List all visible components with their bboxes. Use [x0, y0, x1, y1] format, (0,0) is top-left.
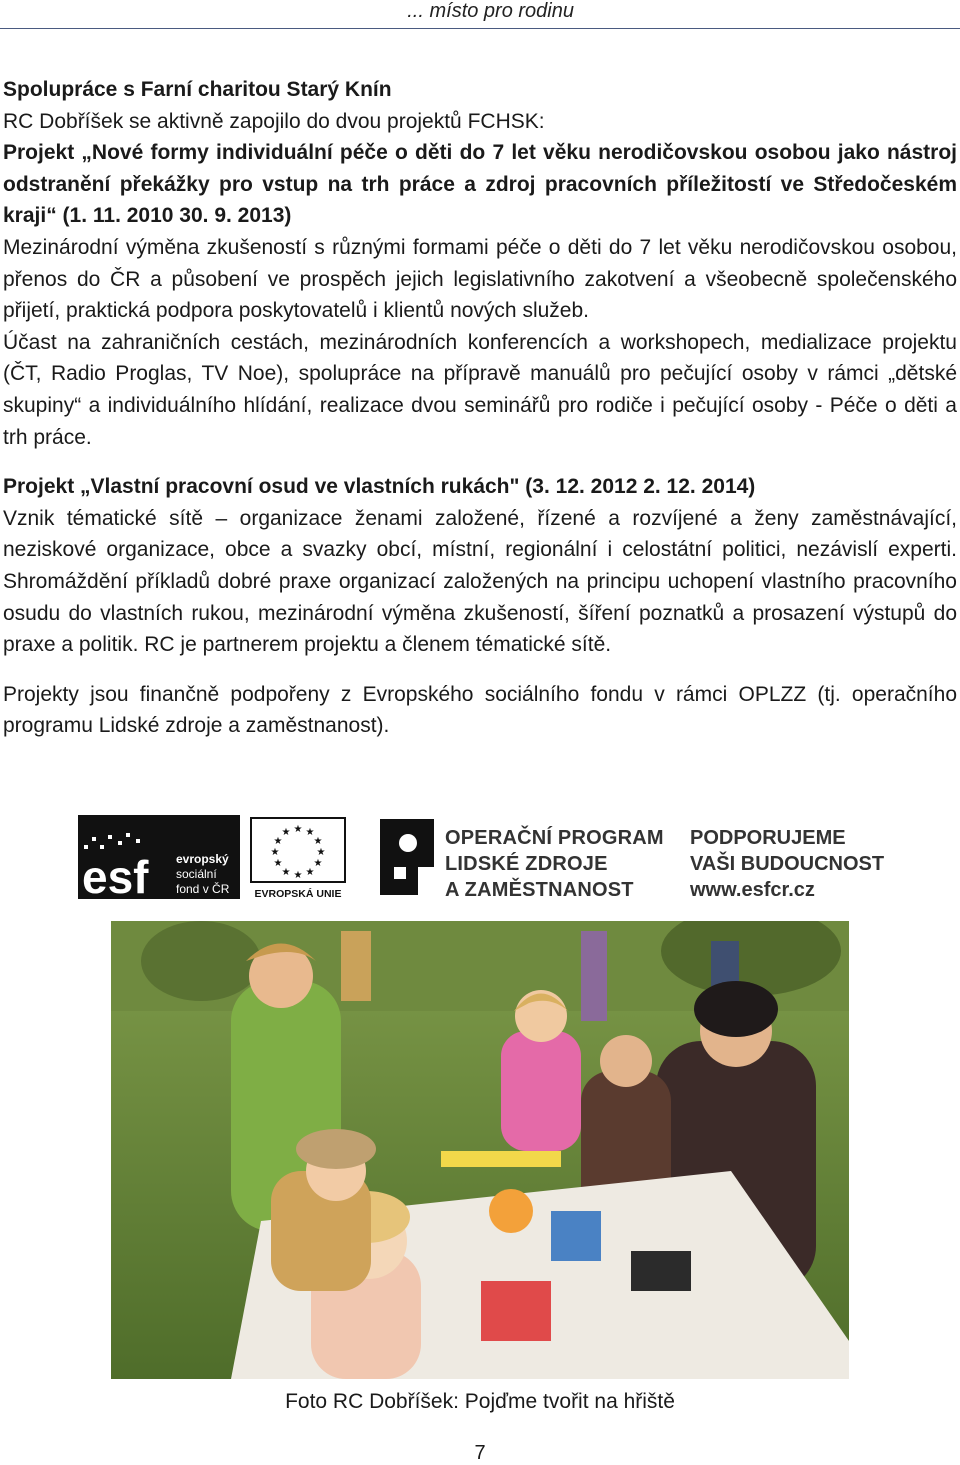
esf-mark: esf	[82, 851, 149, 899]
esf-logo	[78, 815, 240, 899]
section-heading: Spolupráce s Farní charitou Starý Knín	[3, 78, 392, 101]
support-url: www.esfcr.cz	[690, 879, 815, 901]
svg-text:★: ★	[313, 836, 323, 847]
section-intro: RC Dobříšek se aktivně zapojilo do dvou projektů FCHSK:	[3, 109, 545, 133]
op-line-2: LIDSKÉ ZDROJE	[445, 853, 608, 875]
puzzle-icon	[378, 817, 436, 897]
spacer	[3, 453, 957, 471]
eu-label: EVROPSKÁ UNIE	[254, 888, 342, 899]
esf-line-1: evropský	[176, 852, 229, 866]
svg-text:★: ★	[273, 836, 283, 847]
op-text	[445, 825, 664, 903]
activity-photo	[111, 921, 849, 1379]
project-1-paragraph-1: Mezinárodní výměna zkušeností s různými formami péče o děti do 7 let věku nerodičovskou osobou, přenos do ČR a působení ve prospěch jejich legislativního zakotvení a všeobecně společenského přijetí, praktická podpora poskytovatelů i klientů nových služeb.	[3, 235, 957, 323]
photo-caption: Foto RC Dobříšek: Pojďme tvořit na hřiště	[285, 1390, 675, 1413]
svg-text:★: ★	[293, 824, 303, 835]
svg-text:★: ★	[293, 870, 303, 881]
project-2-paragraph: Vznik tématické sítě – organizace ženami založené, řízené a rozvíjené a ženy zaměstnávající, neziskové organizace, obce a svazky obcí, místní, regionální i celostátní politici, nezávislí experti. Shromáždění příkladů dobré praxe organizací založených na principu uchopení vlastního pracovního osudu do vlastních rukou, mezinárodní výměna zkušeností, šíření poznatků a prosazení výstupů do praxe a politik. RC je partnerem projektu a členem tématické sítě.	[3, 506, 957, 657]
op-line-1: OPERAČNÍ PROGRAM	[445, 827, 664, 849]
esf-line-2: sociální	[176, 867, 217, 881]
op-line-3: A ZAMĚSTNANOST	[445, 879, 634, 901]
esf-line-3: fond v ČR	[176, 882, 230, 896]
svg-text:★: ★	[305, 827, 315, 838]
project-title-2: Projekt „Vlastní pracovní osud ve vlastních rukách" (3. 12. 2012 2. 12. 2014)	[3, 475, 756, 499]
support-line-2: VAŠI BUDOUCNOST	[690, 853, 885, 875]
project-1-paragraph-2: Účast na zahraničních cestách, mezinárodních konferencích a workshopech, medializace projektu (ČT, Radio Proglas, TV Noe), spolupráce na přípravě manuálů pro pečující osoby v rámci „dětské skupiny“ a individuálního hlídání, realizace dvou seminářů pro rodiče i pečující osoby - Péče o děti a trh práce.	[3, 330, 957, 449]
funding-note: Projekty jsou finančně podpořeny z Evropského sociálního fondu v rámci OPLZZ (tj. operačního programu Lidské zdroje a zaměstnanost).	[3, 682, 957, 738]
header-title: ... místo pro rodinu	[407, 0, 574, 22]
article-body	[3, 74, 957, 742]
header-rule	[0, 28, 960, 29]
svg-text:★: ★	[270, 847, 280, 858]
svg-text:★: ★	[273, 858, 283, 869]
support-line-1: PODPORUJEME	[690, 827, 846, 849]
svg-text:★: ★	[316, 847, 326, 858]
svg-text:★: ★	[281, 867, 291, 878]
photo-illustration	[111, 921, 849, 1379]
support-slogan	[690, 825, 884, 903]
eu-logo	[250, 817, 346, 899]
svg-text:★: ★	[281, 827, 291, 838]
funding-logos	[78, 815, 898, 900]
svg-text:★: ★	[305, 867, 315, 878]
page-number: 7	[474, 1442, 486, 1464]
page-header	[0, 0, 960, 30]
op-lzz-logo	[378, 815, 678, 900]
project-title-1: Projekt „Nové formy individuální péče o děti do 7 let věku nerodičovskou osobou jako nástroj odstranění překážky pro vstup na trh práce a zdroj pracovních příležitostí ve Středočeském kraji“ (1. 11. 2010 30. 9. 2013)	[3, 141, 957, 228]
spacer	[3, 661, 957, 679]
svg-text:★: ★	[313, 858, 323, 869]
